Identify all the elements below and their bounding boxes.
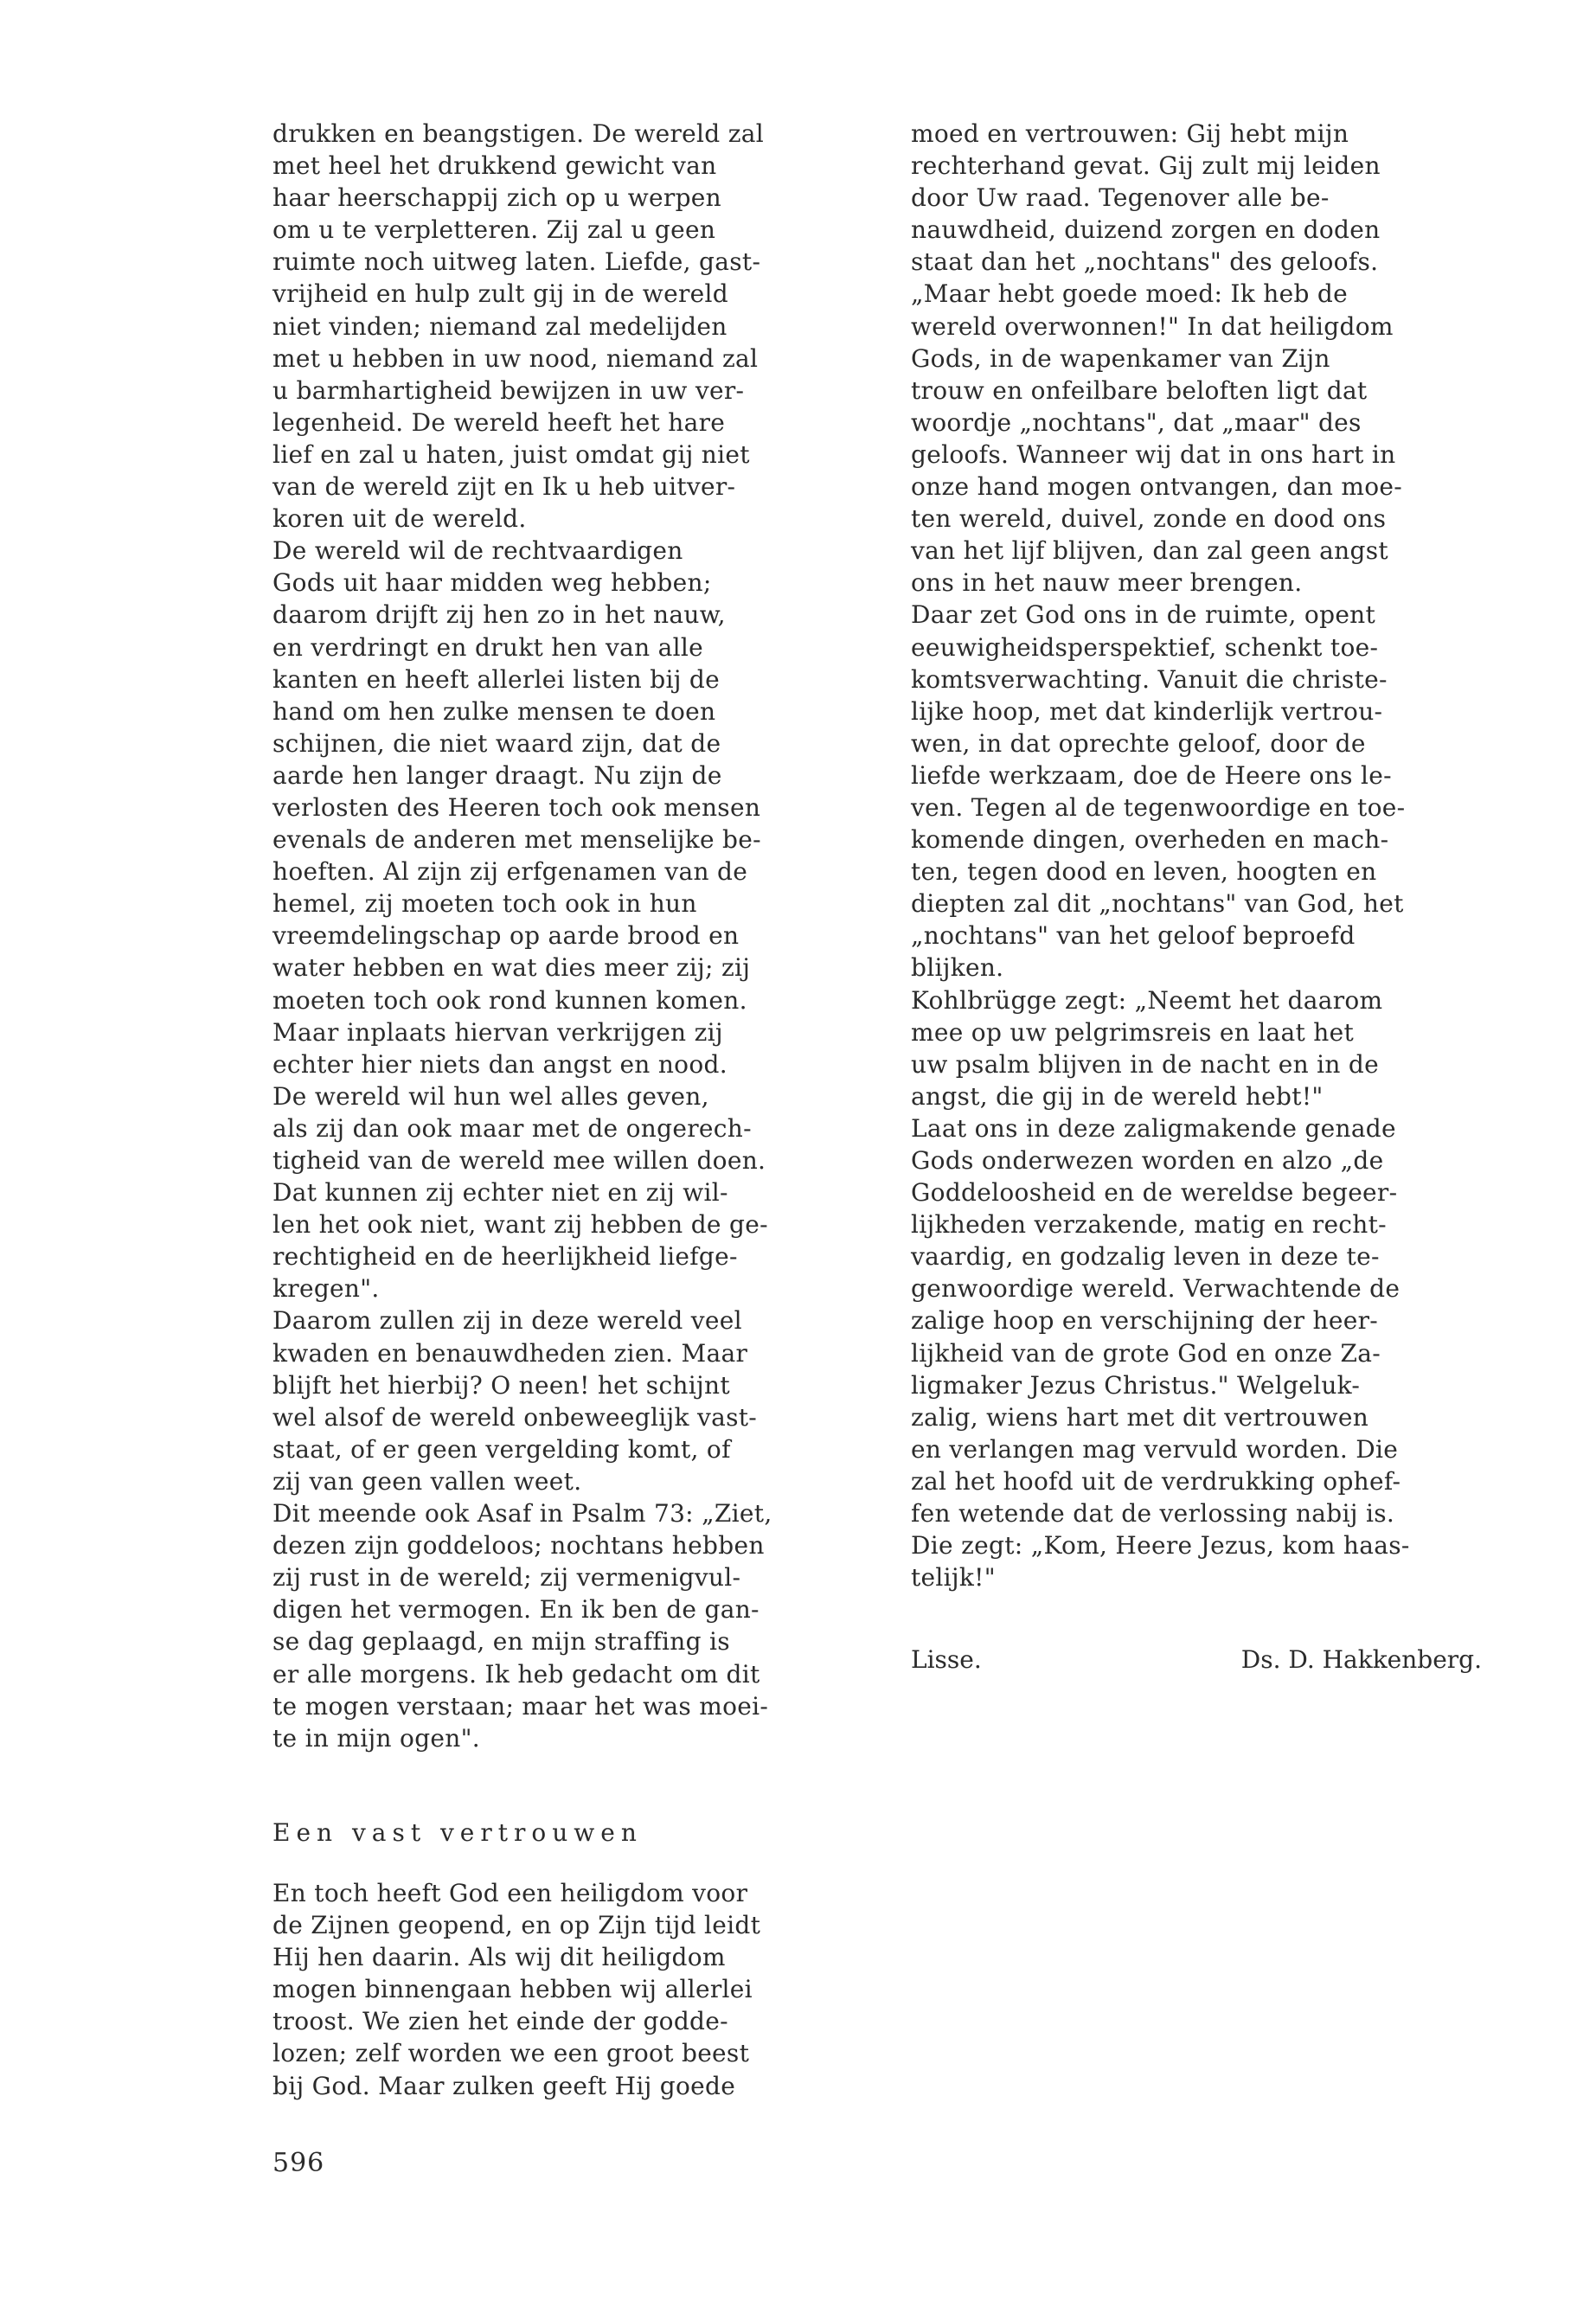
text-line: hoeften. Al zijn zij erfgenamen van de <box>272 857 748 887</box>
text-line: bij God. Maar zulken geeft Hij goede <box>272 2071 736 2100</box>
text-line: Gods, in de wapenkamer van Zijn <box>911 343 1330 373</box>
text-line: water hebben en wat dies meer zij; zij <box>272 953 751 983</box>
text-line: lijkheid van de grote God en onze Za- <box>911 1338 1381 1368</box>
text-line: aarde hen langer draagt. Nu zijn de <box>272 760 722 790</box>
text-line: blijken. <box>911 953 1004 983</box>
text-line: hand om hen zulke mensen te doen <box>272 696 716 726</box>
text-line: „nochtans" van het geloof beproefd <box>911 921 1356 951</box>
text-line: lijkheden verzakende, matig en recht- <box>911 1210 1387 1240</box>
text-line: moeten toch ook rond kunnen komen. <box>272 985 747 1015</box>
text-line: ligmaker Jezus Christus." Welgeluk- <box>911 1370 1361 1400</box>
text-line: woordje „nochtans", dat „maar" des <box>911 407 1362 437</box>
text-line: zalig, wiens hart met dit vertrouwen <box>911 1402 1369 1432</box>
text-line: telijk!" <box>911 1563 996 1593</box>
text-line: angst, die gij in de wereld hebt!" <box>911 1081 1324 1111</box>
text-line: echter hier niets dan angst en nood. <box>272 1049 727 1079</box>
text-line: troost. We zien het einde der godde- <box>272 2007 728 2036</box>
page-number: 596 <box>272 2148 325 2178</box>
text-line: uw psalm blijven in de nacht en in de <box>911 1049 1379 1079</box>
text-line: len het ook niet, want zij hebben de ge- <box>272 1210 768 1240</box>
text-line: trouw en onfeilbare beloften ligt dat <box>911 375 1368 405</box>
text-line: Maar inplaats hiervan verkrijgen zij <box>272 1017 723 1047</box>
text-line: De wereld wil de rechtvaardigen <box>272 536 683 566</box>
text-line: Dit meende ook Asaf in Psalm 73: „Ziet, <box>272 1499 772 1529</box>
text-line: mee op uw pelgrimsreis en laat het <box>911 1017 1355 1047</box>
text-line: blijft het hierbij? O neen! het schijnt <box>272 1370 730 1400</box>
text-line: lozen; zelf worden we een groot beest <box>272 2039 750 2068</box>
text-line: liefde werkzaam, doe de Heere ons le- <box>911 760 1392 790</box>
text-line: koren uit de wereld. <box>272 504 527 534</box>
signature-name: Ds. D. Hakkenberg. <box>1240 1645 1482 1674</box>
text-line: en verlangen mag vervuld worden. Die <box>911 1434 1399 1464</box>
text-line: als zij dan ook maar met de ongerech- <box>272 1113 752 1143</box>
text-line: ons in het nauw meer brengen. <box>911 568 1303 598</box>
text-line: staat, of er geen vergelding komt, of <box>272 1434 731 1464</box>
text-line: ten wereld, duivel, zonde en dood ons <box>911 504 1387 534</box>
text-line: de Zijnen geopend, en op Zijn tijd leidt <box>272 1911 761 1940</box>
text-line: door Uw raad. Tegenover alle be- <box>911 183 1330 213</box>
text-line: „Maar hebt goede moed: Ik heb de <box>911 279 1348 309</box>
text-line: komtsverwachting. Vanuit die christe- <box>911 664 1388 694</box>
text-line: schijnen, die niet waard zijn, dat de <box>272 728 721 758</box>
text-line: zij van geen vallen weet. <box>272 1466 582 1496</box>
text-line: dezen zijn goddeloos; nochtans hebben <box>272 1531 765 1561</box>
section-heading: Een vast vertrouwen <box>272 1818 643 1847</box>
text-line: De wereld wil hun wel alles geven, <box>272 1081 709 1111</box>
text-line: wen, in dat oprechte geloof, door de <box>911 728 1366 758</box>
text-line: Die zegt: „Kom, Heere Jezus, kom haas- <box>911 1531 1410 1561</box>
text-line: met heel het drukkend gewicht van <box>272 151 717 181</box>
text-line: verlosten des Heeren toch ook mensen <box>272 792 761 822</box>
text-line: nauwdheid, duizend zorgen en doden <box>911 215 1381 245</box>
text-line: lijke hoop, met dat kinderlijk vertrou- <box>911 696 1383 726</box>
text-line: hemel, zij moeten toch ook in hun <box>272 889 697 919</box>
text-line: om u te verpletteren. Zij zal u geen <box>272 215 716 245</box>
text-line: komende dingen, overheden en mach- <box>911 825 1389 855</box>
text-line: en verdringt en drukt hen van alle <box>272 632 703 662</box>
text-line: van het lijf blijven, dan zal geen angst <box>911 536 1388 566</box>
text-line: Gods onderwezen worden en alzo „de <box>911 1146 1384 1175</box>
text-line: rechterhand gevat. Gij zult mij leiden <box>911 151 1381 181</box>
text-line: er alle morgens. Ik heb gedacht om dit <box>272 1659 760 1689</box>
text-line: Kohlbrügge zegt: „Neemt het daarom <box>911 985 1383 1015</box>
text-line: met u hebben in uw nood, niemand zal <box>272 343 759 373</box>
text-line: vrijheid en hulp zult gij in de wereld <box>272 279 728 309</box>
text-line: tigheid van de wereld mee willen doen. <box>272 1146 766 1175</box>
left-column <box>272 118 830 1754</box>
text-line: haar heerschappij zich op u werpen <box>272 183 722 213</box>
text-line: rechtigheid en de heerlijkheid liefge- <box>272 1242 738 1272</box>
text-line: vreemdelingschap op aarde brood en <box>272 921 740 951</box>
text-line: kwaden en benauwdheden zien. Maar <box>272 1338 748 1368</box>
text-line: daarom drijft zij hen zo in het nauw, <box>272 600 726 630</box>
text-line: Hij hen daarin. Als wij dit heiligdom <box>272 1943 726 1972</box>
text-line: evenals de anderen met menselijke be- <box>272 825 761 855</box>
text-line: Daar zet God ons in de ruimte, opent <box>911 600 1376 630</box>
text-line: geloofs. Wanneer wij dat in ons hart in <box>911 439 1396 469</box>
bottom-left-column <box>272 1877 830 2102</box>
text-line: Goddeloosheid en de wereldse begeer- <box>911 1178 1398 1208</box>
text-line: lief en zal u haten, juist omdat gij niet <box>272 439 750 469</box>
text-line: Laat ons in deze zaligmakende genade <box>911 1113 1396 1143</box>
text-line: zal het hoofd uit de verdrukking ophef- <box>911 1466 1401 1496</box>
text-line: Daarom zullen zij in deze wereld veel <box>272 1306 742 1336</box>
text-line: diepten zal dit „nochtans" van God, het <box>911 889 1404 919</box>
right-column <box>911 118 1482 1593</box>
text-line: En toch heeft God een heiligdom voor <box>272 1879 748 1907</box>
text-line: zij rust in de wereld; zij vermenigvul- <box>272 1563 741 1593</box>
text-line: niet vinden; niemand zal medelijden <box>272 311 727 341</box>
text-line: van de wereld zijt en Ik u heb uitver- <box>272 472 736 502</box>
text-line: digen het vermogen. En ik ben de gan- <box>272 1595 760 1625</box>
text-line: Dat kunnen zij echter niet en zij wil- <box>272 1178 728 1208</box>
text-line: se dag geplaagd, en mijn straffing is <box>272 1627 730 1657</box>
text-line: mogen binnengaan hebben wij allerlei <box>272 1975 753 2004</box>
text-line: u barmhartigheid bewijzen in uw ver- <box>272 375 745 405</box>
text-line: eeuwigheidsperspektief, schenkt toe- <box>911 632 1379 662</box>
text-line: Gods uit haar midden weg hebben; <box>272 568 712 598</box>
text-line: drukken en beangstigen. De wereld zal <box>272 119 765 148</box>
text-line: genwoordige wereld. Verwachtende de <box>911 1274 1401 1304</box>
text-line: legenheid. De wereld heeft het hare <box>272 407 726 437</box>
text-line: wel alsof de wereld onbeweeglijk vast- <box>272 1402 758 1432</box>
text-line: te mogen verstaan; maar het was moei- <box>272 1691 769 1721</box>
text-line: te in mijn ogen". <box>272 1723 480 1753</box>
text-line: zalige hoop en verschijning der heer- <box>911 1306 1379 1336</box>
text-line: kregen". <box>272 1274 380 1304</box>
text-line: staat dan het „nochtans" des geloofs. <box>911 247 1379 277</box>
text-line: fen wetende dat de verlossing nabij is. <box>911 1499 1395 1529</box>
text-line: onze hand mogen ontvangen, dan moe- <box>911 472 1403 502</box>
text-line: vaardig, en godzalig leven in deze te- <box>911 1242 1380 1272</box>
text-line: ruimte noch uitweg laten. Liefde, gast- <box>272 247 761 277</box>
text-line: moed en vertrouwen: Gij hebt mijn <box>911 119 1349 148</box>
text-line: wereld overwonnen!" In dat heiligdom <box>911 311 1394 341</box>
text-line: kanten en heeft allerlei listen bij de <box>272 664 720 694</box>
signature-place: Lisse. <box>911 1645 982 1674</box>
text-line: ven. Tegen al de tegenwoordige en toe- <box>911 792 1406 822</box>
text-line: ten, tegen dood en leven, hoogten en <box>911 857 1377 887</box>
